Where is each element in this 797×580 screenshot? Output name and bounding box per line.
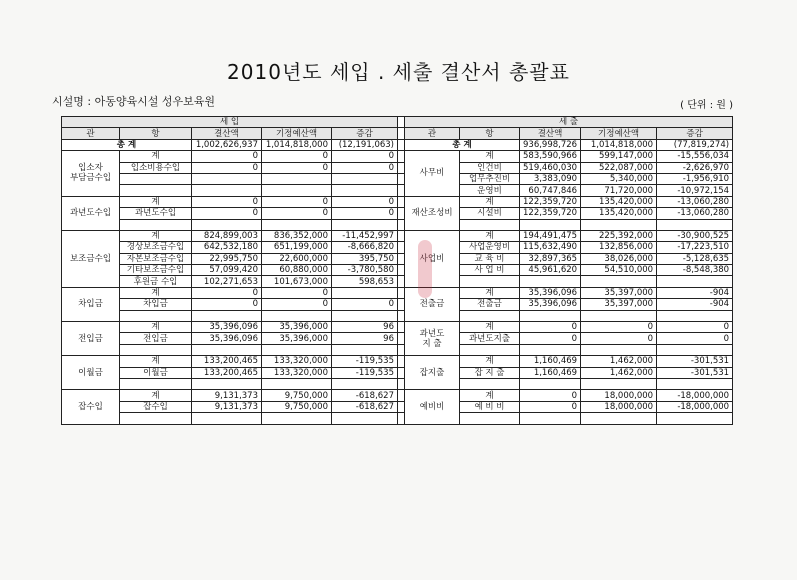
income-budget: 0 bbox=[262, 287, 332, 298]
column-separator bbox=[398, 356, 405, 367]
expense-budget: 18,000,000 bbox=[581, 401, 657, 412]
expense-hang: 예 비 비 bbox=[460, 401, 520, 412]
expense-budget: 132,856,000 bbox=[581, 242, 657, 253]
income-hang: 이월금 bbox=[120, 367, 192, 378]
income-gwan: 전입금 bbox=[62, 322, 120, 356]
income-settlement: 22,995,750 bbox=[192, 253, 262, 264]
expense-budget: 71,720,000 bbox=[581, 185, 657, 196]
income-diff: -119,535 bbox=[332, 367, 398, 378]
expense-diff: -5,128,635 bbox=[657, 253, 733, 264]
expense-settlement: 35,396,096 bbox=[520, 299, 581, 310]
income-settlement: 0 bbox=[192, 196, 262, 207]
expense-gwan: 잡지출 bbox=[405, 356, 460, 390]
table-row bbox=[62, 390, 733, 401]
expense-hang bbox=[460, 413, 520, 424]
expense-hang: 사 업 비 bbox=[460, 265, 520, 276]
income-settlement bbox=[192, 185, 262, 196]
income-budget bbox=[262, 413, 332, 424]
expense-settlement: 32,897,365 bbox=[520, 253, 581, 264]
income-budget: 133,320,000 bbox=[262, 367, 332, 378]
column-separator bbox=[398, 265, 405, 276]
expense-col-settlement: 결산액 bbox=[520, 128, 581, 139]
column-separator bbox=[398, 413, 405, 424]
income-settlement: 133,200,465 bbox=[192, 367, 262, 378]
income-settlement: 0 bbox=[192, 299, 262, 310]
income-settlement: 824,899,003 bbox=[192, 230, 262, 241]
expense-settlement: 0 bbox=[520, 401, 581, 412]
income-diff: 0 bbox=[332, 196, 398, 207]
income-hang: 계 bbox=[120, 287, 192, 298]
expense-budget: 522,087,000 bbox=[581, 162, 657, 173]
expense-diff: -18,000,000 bbox=[657, 390, 733, 401]
expense-hang: 업무추진비 bbox=[460, 173, 520, 184]
expense-budget: 1,462,000 bbox=[581, 356, 657, 367]
expense-total-value: (77,819,274) bbox=[657, 139, 733, 150]
expense-settlement: 0 bbox=[520, 322, 581, 333]
column-separator bbox=[398, 390, 405, 401]
income-gwan: 입소자 부담금수입 bbox=[62, 151, 120, 197]
expense-budget bbox=[581, 276, 657, 287]
table-row bbox=[62, 173, 733, 184]
income-hang: 계 bbox=[120, 356, 192, 367]
table-row bbox=[62, 356, 733, 367]
expense-settlement bbox=[520, 413, 581, 424]
column-separator bbox=[398, 128, 405, 139]
income-budget: 9,750,000 bbox=[262, 390, 332, 401]
expense-diff: 0 bbox=[657, 322, 733, 333]
table-row bbox=[62, 310, 733, 321]
income-budget: 0 bbox=[262, 162, 332, 173]
income-budget: 133,320,000 bbox=[262, 356, 332, 367]
facility-name: 시설명 : 아동양육시설 성우보육원 bbox=[52, 95, 215, 108]
income-settlement bbox=[192, 173, 262, 184]
income-diff bbox=[332, 413, 398, 424]
expense-hang: 계 bbox=[460, 356, 520, 367]
income-diff bbox=[332, 378, 398, 389]
expense-gwan: 예비비 bbox=[405, 390, 460, 424]
income-budget: 0 bbox=[262, 299, 332, 310]
income-total-value: 1,002,626,937 bbox=[192, 139, 262, 150]
income-budget: 35,396,000 bbox=[262, 322, 332, 333]
income-budget: 22,600,000 bbox=[262, 253, 332, 264]
table-row bbox=[62, 151, 733, 162]
expense-diff: -15,556,034 bbox=[657, 151, 733, 162]
income-hang: 차입금 bbox=[120, 299, 192, 310]
income-hang: 계 bbox=[120, 151, 192, 162]
expense-diff: -30,900,525 bbox=[657, 230, 733, 241]
expense-gwan: 전출금 bbox=[405, 287, 460, 321]
table-row bbox=[62, 219, 733, 230]
income-col-budget: 기정예산액 bbox=[262, 128, 332, 139]
table-row bbox=[62, 276, 733, 287]
expense-budget bbox=[581, 413, 657, 424]
column-separator bbox=[398, 117, 405, 128]
table-row bbox=[62, 196, 733, 207]
expense-budget: 54,510,000 bbox=[581, 265, 657, 276]
expense-gwan: 과년도 지 출 bbox=[405, 322, 460, 356]
income-diff: 395,750 bbox=[332, 253, 398, 264]
income-budget: 35,396,000 bbox=[262, 333, 332, 344]
income-hang bbox=[120, 185, 192, 196]
expense-budget: 35,397,000 bbox=[581, 299, 657, 310]
income-hang: 전입금 bbox=[120, 333, 192, 344]
expense-settlement: 122,359,720 bbox=[520, 196, 581, 207]
income-diff bbox=[332, 185, 398, 196]
expense-budget: 135,420,000 bbox=[581, 196, 657, 207]
column-separator bbox=[398, 253, 405, 264]
expense-hang: 사업운영비 bbox=[460, 242, 520, 253]
income-budget: 101,673,000 bbox=[262, 276, 332, 287]
column-separator bbox=[398, 333, 405, 344]
expense-budget: 35,397,000 bbox=[581, 287, 657, 298]
expense-settlement bbox=[520, 378, 581, 389]
table-row bbox=[62, 185, 733, 196]
expense-settlement: 115,632,490 bbox=[520, 242, 581, 253]
expense-hang: 과년도지출 bbox=[460, 333, 520, 344]
income-budget: 0 bbox=[262, 208, 332, 219]
expense-budget: 0 bbox=[581, 322, 657, 333]
income-diff: 598,653 bbox=[332, 276, 398, 287]
column-separator bbox=[398, 287, 405, 298]
income-settlement: 35,396,096 bbox=[192, 333, 262, 344]
expense-budget bbox=[581, 310, 657, 321]
column-separator bbox=[398, 401, 405, 412]
income-budget bbox=[262, 185, 332, 196]
expense-col-gwan: 관 bbox=[405, 128, 460, 139]
income-diff: 96 bbox=[332, 333, 398, 344]
income-diff bbox=[332, 344, 398, 355]
expense-hang: 계 bbox=[460, 196, 520, 207]
expense-diff: -18,000,000 bbox=[657, 401, 733, 412]
income-gwan: 잡수입 bbox=[62, 390, 120, 424]
income-diff: 0 bbox=[332, 299, 398, 310]
expense-budget: 1,462,000 bbox=[581, 367, 657, 378]
income-settlement bbox=[192, 310, 262, 321]
column-separator bbox=[398, 208, 405, 219]
column-separator bbox=[398, 151, 405, 162]
column-separator bbox=[398, 378, 405, 389]
income-diff: -8,666,820 bbox=[332, 242, 398, 253]
column-separator bbox=[398, 139, 405, 150]
column-separator bbox=[398, 310, 405, 321]
expense-settlement: 60,747,846 bbox=[520, 185, 581, 196]
expense-diff bbox=[657, 378, 733, 389]
income-gwan: 이월금 bbox=[62, 356, 120, 390]
income-diff: 0 bbox=[332, 208, 398, 219]
income-hang: 과년도수입 bbox=[120, 208, 192, 219]
unit-note: ( 단위 : 원 ) bbox=[680, 100, 733, 111]
table-row bbox=[62, 367, 733, 378]
expense-hang: 계 bbox=[460, 390, 520, 401]
column-separator bbox=[398, 196, 405, 207]
income-budget bbox=[262, 344, 332, 355]
table-row bbox=[62, 253, 733, 264]
income-diff: -618,627 bbox=[332, 401, 398, 412]
expense-diff bbox=[657, 310, 733, 321]
income-gwan: 과년도수입 bbox=[62, 196, 120, 230]
expense-hang: 전출금 bbox=[460, 299, 520, 310]
expense-hang: 운영비 bbox=[460, 185, 520, 196]
table-row bbox=[62, 208, 733, 219]
income-diff bbox=[332, 173, 398, 184]
header-row-columns bbox=[62, 128, 733, 139]
income-budget bbox=[262, 219, 332, 230]
expense-diff: -10,972,154 bbox=[657, 185, 733, 196]
expense-diff bbox=[657, 413, 733, 424]
expense-settlement: 3,383,090 bbox=[520, 173, 581, 184]
red-stamp-mark bbox=[418, 240, 432, 298]
expense-budget: 599,147,000 bbox=[581, 151, 657, 162]
column-separator bbox=[398, 230, 405, 241]
table-row bbox=[62, 299, 733, 310]
income-settlement: 642,532,180 bbox=[192, 242, 262, 253]
expense-diff bbox=[657, 276, 733, 287]
income-col-settlement: 결산액 bbox=[192, 128, 262, 139]
income-hang bbox=[120, 378, 192, 389]
column-separator bbox=[398, 322, 405, 333]
income-diff: 0 bbox=[332, 162, 398, 173]
income-hang: 계 bbox=[120, 322, 192, 333]
income-hang: 자본보조금수입 bbox=[120, 253, 192, 264]
expense-budget: 18,000,000 bbox=[581, 390, 657, 401]
income-gwan: 보조금수입 bbox=[62, 230, 120, 287]
table-row bbox=[62, 401, 733, 412]
expense-hang: 계 bbox=[460, 287, 520, 298]
table-row bbox=[62, 230, 733, 241]
income-budget: 651,199,000 bbox=[262, 242, 332, 253]
income-col-gwan: 관 bbox=[62, 128, 120, 139]
column-separator bbox=[398, 299, 405, 310]
income-settlement: 35,396,096 bbox=[192, 322, 262, 333]
expense-hang: 시설비 bbox=[460, 208, 520, 219]
table-row bbox=[62, 287, 733, 298]
expense-gwan: 재산조성비 bbox=[405, 196, 460, 230]
income-hang: 계 bbox=[120, 390, 192, 401]
expense-settlement: 35,396,096 bbox=[520, 287, 581, 298]
income-hang bbox=[120, 310, 192, 321]
expense-col-diff: 증감 bbox=[657, 128, 733, 139]
income-col-hang: 항 bbox=[120, 128, 192, 139]
income-hang: 경상보조금수입 bbox=[120, 242, 192, 253]
expense-settlement: 0 bbox=[520, 390, 581, 401]
expense-diff: -8,548,380 bbox=[657, 265, 733, 276]
table-row bbox=[62, 378, 733, 389]
income-diff: -11,452,997 bbox=[332, 230, 398, 241]
expense-settlement: 45,961,620 bbox=[520, 265, 581, 276]
expense-diff: -301,531 bbox=[657, 367, 733, 378]
header-row-sections bbox=[62, 117, 733, 128]
income-settlement: 102,271,653 bbox=[192, 276, 262, 287]
table-row bbox=[62, 322, 733, 333]
expense-hang: 인건비 bbox=[460, 162, 520, 173]
income-settlement: 0 bbox=[192, 162, 262, 173]
expense-settlement: 583,590,966 bbox=[520, 151, 581, 162]
expense-budget: 0 bbox=[581, 333, 657, 344]
income-budget: 60,880,000 bbox=[262, 265, 332, 276]
expense-settlement bbox=[520, 276, 581, 287]
expense-hang bbox=[460, 219, 520, 230]
income-hang: 계 bbox=[120, 230, 192, 241]
income-settlement: 0 bbox=[192, 287, 262, 298]
income-budget: 0 bbox=[262, 196, 332, 207]
income-settlement: 0 bbox=[192, 208, 262, 219]
expense-settlement bbox=[520, 219, 581, 230]
income-settlement: 0 bbox=[192, 151, 262, 162]
expense-diff: -17,223,510 bbox=[657, 242, 733, 253]
expense-gwan: 사무비 bbox=[405, 151, 460, 197]
income-budget bbox=[262, 173, 332, 184]
income-budget: 836,352,000 bbox=[262, 230, 332, 241]
income-col-diff: 증감 bbox=[332, 128, 398, 139]
expense-diff bbox=[657, 219, 733, 230]
expense-settlement bbox=[520, 344, 581, 355]
table-row bbox=[62, 344, 733, 355]
income-diff bbox=[332, 219, 398, 230]
column-separator bbox=[398, 173, 405, 184]
expense-hang bbox=[460, 276, 520, 287]
income-total-value: 1,014,818,000 bbox=[262, 139, 332, 150]
table-row bbox=[62, 162, 733, 173]
expense-budget: 5,340,000 bbox=[581, 173, 657, 184]
income-hang bbox=[120, 219, 192, 230]
expense-settlement: 1,160,469 bbox=[520, 367, 581, 378]
income-settlement: 133,200,465 bbox=[192, 356, 262, 367]
income-hang: 계 bbox=[120, 196, 192, 207]
income-total-label: 총 계 bbox=[62, 139, 192, 150]
expense-settlement: 194,491,475 bbox=[520, 230, 581, 241]
expense-hang: 잡 지 출 bbox=[460, 367, 520, 378]
table-row bbox=[62, 242, 733, 253]
expense-col-hang: 항 bbox=[460, 128, 520, 139]
income-hang bbox=[120, 344, 192, 355]
expense-settlement: 519,460,030 bbox=[520, 162, 581, 173]
grand-total-row bbox=[62, 139, 733, 150]
column-separator bbox=[398, 162, 405, 173]
table-row bbox=[62, 265, 733, 276]
expense-diff: 0 bbox=[657, 333, 733, 344]
expense-diff: -301,531 bbox=[657, 356, 733, 367]
expense-hang: 계 bbox=[460, 230, 520, 241]
expense-total-value: 936,998,726 bbox=[520, 139, 581, 150]
income-hang: 후원금 수입 bbox=[120, 276, 192, 287]
expense-budget: 225,392,000 bbox=[581, 230, 657, 241]
expense-hang: 교 육 비 bbox=[460, 253, 520, 264]
income-gwan: 차입금 bbox=[62, 287, 120, 321]
income-total-value: (12,191,063) bbox=[332, 139, 398, 150]
expense-diff: -904 bbox=[657, 299, 733, 310]
income-budget: 0 bbox=[262, 151, 332, 162]
page-title: 2010년도 세입 . 세출 결산서 총괄표 bbox=[227, 60, 570, 84]
income-budget: 9,750,000 bbox=[262, 401, 332, 412]
income-diff: -119,535 bbox=[332, 356, 398, 367]
income-settlement bbox=[192, 378, 262, 389]
column-separator bbox=[398, 344, 405, 355]
income-budget bbox=[262, 378, 332, 389]
expense-col-budget: 기정예산액 bbox=[581, 128, 657, 139]
income-settlement: 9,131,373 bbox=[192, 401, 262, 412]
expense-budget bbox=[581, 344, 657, 355]
expense-budget bbox=[581, 219, 657, 230]
expense-total-value: 1,014,818,000 bbox=[581, 139, 657, 150]
expense-settlement: 122,359,720 bbox=[520, 208, 581, 219]
income-budget bbox=[262, 310, 332, 321]
income-settlement: 57,099,420 bbox=[192, 265, 262, 276]
expense-total-label: 총 계 bbox=[405, 139, 520, 150]
income-diff bbox=[332, 287, 398, 298]
income-hang: 입소비용수입 bbox=[120, 162, 192, 173]
expense-hang bbox=[460, 378, 520, 389]
table-row bbox=[62, 413, 733, 424]
expense-diff bbox=[657, 344, 733, 355]
income-settlement bbox=[192, 344, 262, 355]
column-separator bbox=[398, 242, 405, 253]
expense-hang bbox=[460, 310, 520, 321]
expense-hang bbox=[460, 344, 520, 355]
expense-hang: 계 bbox=[460, 151, 520, 162]
expense-budget bbox=[581, 378, 657, 389]
expense-gwan: 사업비 bbox=[405, 230, 460, 287]
income-settlement: 9,131,373 bbox=[192, 390, 262, 401]
income-diff: 0 bbox=[332, 151, 398, 162]
table-row bbox=[62, 333, 733, 344]
expense-budget: 135,420,000 bbox=[581, 208, 657, 219]
income-hang bbox=[120, 173, 192, 184]
column-separator bbox=[398, 367, 405, 378]
expense-hang: 계 bbox=[460, 322, 520, 333]
column-separator bbox=[398, 276, 405, 287]
column-separator bbox=[398, 185, 405, 196]
income-hang bbox=[120, 413, 192, 424]
expense-settlement: 1,160,469 bbox=[520, 356, 581, 367]
income-diff: -3,780,580 bbox=[332, 265, 398, 276]
expense-diff: -13,060,280 bbox=[657, 196, 733, 207]
expense-diff: -1,956,910 bbox=[657, 173, 733, 184]
income-settlement bbox=[192, 413, 262, 424]
income-hang: 잡수입 bbox=[120, 401, 192, 412]
settlement-table bbox=[61, 116, 733, 425]
income-section-header: 세 입 bbox=[62, 117, 398, 128]
expense-diff: -904 bbox=[657, 287, 733, 298]
income-settlement bbox=[192, 219, 262, 230]
expense-diff: -13,060,280 bbox=[657, 208, 733, 219]
expense-settlement bbox=[520, 310, 581, 321]
expense-section-header: 세 출 bbox=[405, 117, 733, 128]
column-separator bbox=[398, 219, 405, 230]
income-hang: 기타보조금수입 bbox=[120, 265, 192, 276]
expense-diff: -2,626,970 bbox=[657, 162, 733, 173]
expense-budget: 38,026,000 bbox=[581, 253, 657, 264]
income-diff: 96 bbox=[332, 322, 398, 333]
expense-settlement: 0 bbox=[520, 333, 581, 344]
income-diff bbox=[332, 310, 398, 321]
income-diff: -618,627 bbox=[332, 390, 398, 401]
